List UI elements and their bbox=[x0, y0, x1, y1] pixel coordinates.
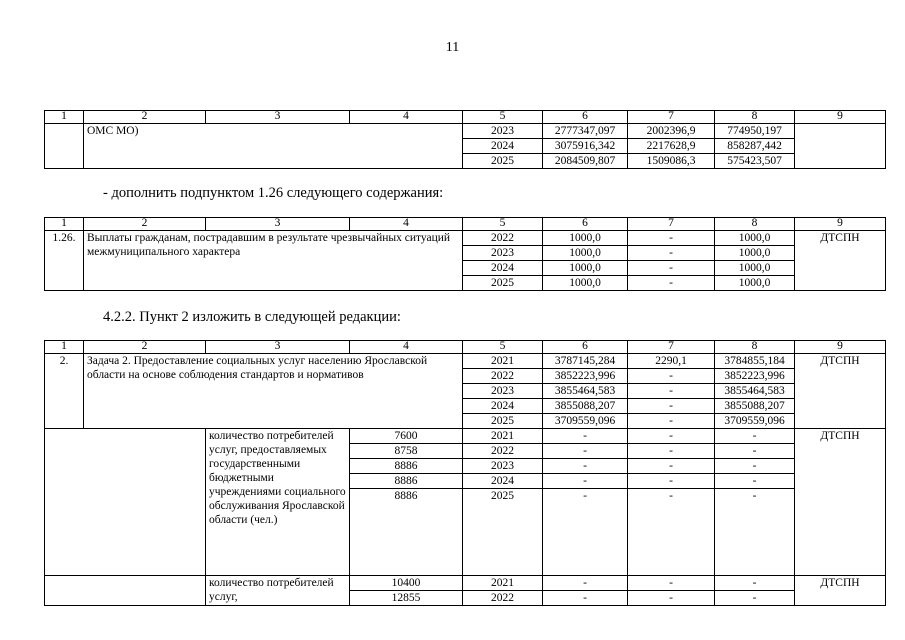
indicator-label: количество потребителей услуг, предоставляемых государственными бюджетными учреждениями социального обслуживания Ярославской области (чел.) bbox=[206, 429, 350, 576]
value-cell: 2777347,097 bbox=[543, 124, 628, 139]
value-cell: - bbox=[543, 459, 628, 474]
paragraph-edit-item: 4.2.2. Пункт 2 изложить в следующей редакции: bbox=[103, 309, 401, 325]
value-cell: - bbox=[715, 474, 795, 489]
year-cell: 2025 bbox=[463, 489, 543, 576]
header-cell: 5 bbox=[463, 218, 543, 231]
value-cell: 1000,0 bbox=[543, 246, 628, 261]
value-cell: - bbox=[628, 384, 715, 399]
executor-cell: ДТСПН bbox=[795, 576, 886, 606]
year-cell: 2022 bbox=[463, 591, 543, 606]
header-cell: 8 bbox=[715, 218, 795, 231]
year-cell: 2022 bbox=[463, 369, 543, 384]
value-cell: - bbox=[543, 444, 628, 459]
table-row bbox=[45, 231, 886, 246]
value-cell: - bbox=[628, 474, 715, 489]
value-cell: - bbox=[628, 489, 715, 576]
value-cell: - bbox=[628, 444, 715, 459]
value-cell: 2290,1 bbox=[628, 354, 715, 369]
value-cell: - bbox=[628, 591, 715, 606]
indicator-value: 8758 bbox=[350, 444, 463, 459]
value-cell: - bbox=[628, 261, 715, 276]
indicator-label: количество потребителей услуг, bbox=[206, 576, 350, 606]
year-cell: 2021 bbox=[463, 576, 543, 591]
indicator-value: 8886 bbox=[350, 459, 463, 474]
header-cell: 1 bbox=[45, 341, 84, 354]
header-cell: 9 bbox=[795, 111, 886, 124]
value-cell: 774950,197 bbox=[715, 124, 795, 139]
table-row bbox=[45, 124, 886, 139]
year-cell: 2024 bbox=[463, 261, 543, 276]
page-number: 11 bbox=[445, 40, 460, 55]
header-cell: 7 bbox=[628, 111, 715, 124]
value-cell: - bbox=[543, 576, 628, 591]
header-cell: 9 bbox=[795, 218, 886, 231]
table-item-2 bbox=[44, 340, 886, 606]
year-cell: 2025 bbox=[463, 154, 543, 169]
value-cell: 3855088,207 bbox=[715, 399, 795, 414]
value-cell: - bbox=[543, 474, 628, 489]
header-cell: 4 bbox=[350, 341, 463, 354]
value-cell: 3855464,583 bbox=[543, 384, 628, 399]
header-cell: 1 bbox=[45, 111, 84, 124]
item-text: Задача 2. Предоставление социальных услуг населению Ярославской области на основе соблюдения стандартов и нормативов bbox=[84, 354, 463, 429]
value-cell: 3852223,996 bbox=[715, 369, 795, 384]
header-cell: 5 bbox=[463, 111, 543, 124]
header-cell: 4 bbox=[350, 111, 463, 124]
indicator-row bbox=[45, 576, 886, 591]
year-cell: 2022 bbox=[463, 444, 543, 459]
item-number: 2. bbox=[45, 354, 84, 429]
header-cell: 8 bbox=[715, 111, 795, 124]
value-cell: 3784855,184 bbox=[715, 354, 795, 369]
value-cell: 575423,507 bbox=[715, 154, 795, 169]
table-row bbox=[45, 354, 886, 369]
year-cell: 2021 bbox=[463, 354, 543, 369]
header-row bbox=[45, 111, 886, 124]
value-cell: 1000,0 bbox=[543, 276, 628, 291]
header-row bbox=[45, 341, 886, 354]
header-cell: 4 bbox=[350, 218, 463, 231]
header-cell: 3 bbox=[206, 111, 350, 124]
header-cell: 3 bbox=[206, 341, 350, 354]
year-cell: 2022 bbox=[463, 231, 543, 246]
indicator-value: 10400 bbox=[350, 576, 463, 591]
value-cell: 1000,0 bbox=[715, 276, 795, 291]
header-row bbox=[45, 218, 886, 231]
year-cell: 2024 bbox=[463, 474, 543, 489]
header-cell: 2 bbox=[84, 111, 206, 124]
header-cell: 6 bbox=[543, 218, 628, 231]
year-cell: 2024 bbox=[463, 399, 543, 414]
value-cell: - bbox=[715, 429, 795, 444]
value-cell: 2084509,807 bbox=[543, 154, 628, 169]
value-cell: 1000,0 bbox=[543, 231, 628, 246]
header-cell: 5 bbox=[463, 341, 543, 354]
value-cell: 1000,0 bbox=[715, 261, 795, 276]
item-text: Выплаты гражданам, пострадавшим в результате чрезвычайных ситуаций межмуниципального характера bbox=[84, 231, 463, 291]
value-cell: 1000,0 bbox=[715, 231, 795, 246]
value-cell: - bbox=[543, 429, 628, 444]
indicator-value: 7600 bbox=[350, 429, 463, 444]
value-cell: - bbox=[628, 399, 715, 414]
header-cell: 8 bbox=[715, 341, 795, 354]
year-cell: 2023 bbox=[463, 124, 543, 139]
year-cell: 2023 bbox=[463, 459, 543, 474]
header-cell: 7 bbox=[628, 341, 715, 354]
header-cell: 2 bbox=[84, 341, 206, 354]
header-cell: 7 bbox=[628, 218, 715, 231]
value-cell: - bbox=[628, 231, 715, 246]
executor-cell: ДТСПН bbox=[795, 429, 886, 576]
value-cell: - bbox=[715, 459, 795, 474]
value-cell: 1000,0 bbox=[715, 246, 795, 261]
value-cell: 3075916,342 bbox=[543, 139, 628, 154]
value-cell: 3709559,096 bbox=[715, 414, 795, 429]
text-cell: ОМС МО) bbox=[84, 124, 463, 169]
indicator-row bbox=[45, 429, 886, 444]
value-cell: - bbox=[715, 576, 795, 591]
indicator-value: 8886 bbox=[350, 489, 463, 576]
executor-cell: ДТСПН bbox=[795, 354, 886, 429]
indicator-value: 8886 bbox=[350, 474, 463, 489]
item-number: 1.26. bbox=[45, 231, 84, 291]
value-cell: - bbox=[715, 591, 795, 606]
year-cell: 2023 bbox=[463, 384, 543, 399]
value-cell: 3709559,096 bbox=[543, 414, 628, 429]
value-cell: - bbox=[628, 576, 715, 591]
value-cell: 3855088,207 bbox=[543, 399, 628, 414]
value-cell: - bbox=[715, 444, 795, 459]
table-subitem-1-26 bbox=[44, 217, 886, 291]
value-cell: - bbox=[543, 591, 628, 606]
year-cell: 2025 bbox=[463, 414, 543, 429]
value-cell: 3787145,284 bbox=[543, 354, 628, 369]
value-cell: 3855464,583 bbox=[715, 384, 795, 399]
value-cell: 1509086,3 bbox=[628, 154, 715, 169]
value-cell: - bbox=[543, 489, 628, 576]
value-cell: 1000,0 bbox=[543, 261, 628, 276]
value-cell: 2002396,9 bbox=[628, 124, 715, 139]
value-cell: - bbox=[628, 429, 715, 444]
value-cell: - bbox=[628, 246, 715, 261]
year-cell: 2025 bbox=[463, 276, 543, 291]
value-cell: 858287,442 bbox=[715, 139, 795, 154]
header-cell: 2 bbox=[84, 218, 206, 231]
value-cell: - bbox=[715, 489, 795, 576]
value-cell: 2217628,9 bbox=[628, 139, 715, 154]
header-cell: 9 bbox=[795, 341, 886, 354]
header-cell: 6 bbox=[543, 111, 628, 124]
indicator-value: 12855 bbox=[350, 591, 463, 606]
value-cell: - bbox=[628, 276, 715, 291]
paragraph-add-subitem: - дополнить подпунктом 1.26 следующего содержания: bbox=[103, 185, 444, 201]
header-cell: 1 bbox=[45, 218, 84, 231]
header-cell: 6 bbox=[543, 341, 628, 354]
header-cell: 3 bbox=[206, 218, 350, 231]
year-cell: 2021 bbox=[463, 429, 543, 444]
table-continuation bbox=[44, 110, 886, 169]
value-cell: - bbox=[628, 414, 715, 429]
executor-cell: ДТСПН bbox=[795, 231, 886, 291]
value-cell: - bbox=[628, 459, 715, 474]
year-cell: 2023 bbox=[463, 246, 543, 261]
value-cell: 3852223,996 bbox=[543, 369, 628, 384]
value-cell: - bbox=[628, 369, 715, 384]
year-cell: 2024 bbox=[463, 139, 543, 154]
